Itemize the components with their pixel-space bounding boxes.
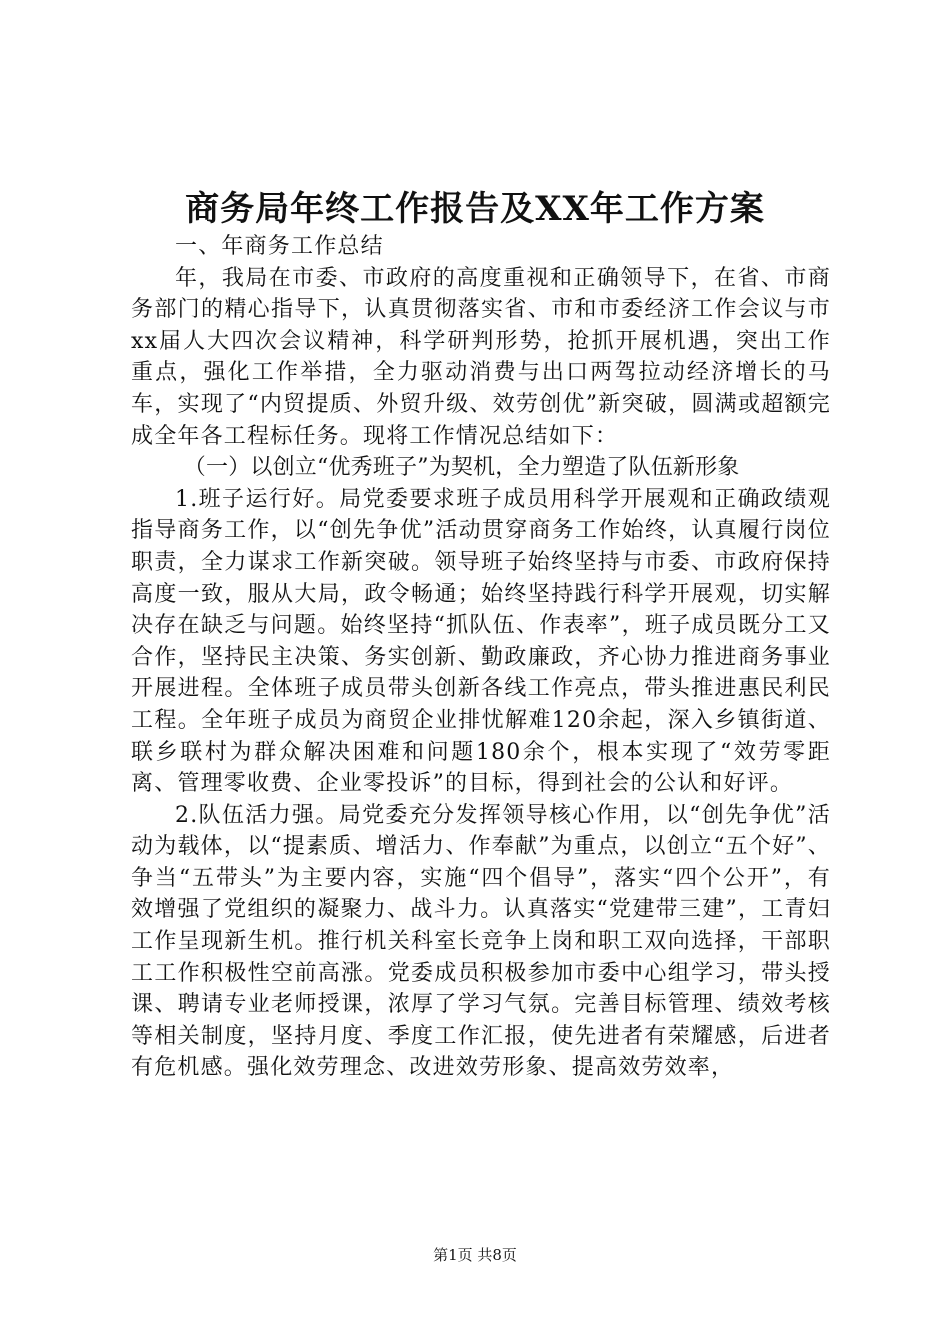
paragraph-intro: 年，我局在市委、市政府的高度重视和正确领导下，在省、市商务部门的精心指导下，认真贯彻落实省、市和市委经济工作会议与市xx届人大四次会议精神，科学研判形势，抢抓开展机遇，突出工作重点，强化工作举措，全力驱动消费与出口两驾拉动经济增长的马车，实现了“内贸提质、外贸升级、效劳创优”新突破，圆满或超额完成全年各工程标任务。现将工作情况总结如下：: [131, 265, 831, 449]
document-title: 商务局年终工作报告及XX年工作方案: [185, 189, 765, 229]
paragraph-item-2: 2.队伍活力强。局党委充分发挥领导核心作用，以“创先争优”活动为载体，以“提素质、增活力、作奉献”为重点，以创立“五个好”、争当“五带头”为主要内容，实施“四个倡导”，落实“四个公开”，有效增强了党组织的凝聚力、战斗力。认真落实“党建带三建”，工青妇工作呈现新生机。推行机关科室长竞争上岗和职工双向选择，干部职工工作积极性空前高涨。党委成员积极参加市委中心组学习，带头授课、聘请专业老师授课，浓厚了学习气氛。完善目标管理、绩效考核等相关制度，坚持月度、季度工作汇报，使先进者有荣耀感，后进者有危机感。强化效劳理念、改进效劳形象、提高效劳效率，: [131, 802, 831, 1081]
paragraph-item-1: 1.班子运行好。局党委要求班子成员用科学开展观和正确政绩观指导商务工作，以“创先争优”活动贯穿商务工作始终，认真履行岗位职责，全力谋求工作新突破。领导班子始终坚持与市委、市政府保持高度一致，服从大局，政令畅通；始终坚持践行科学开展观，切实解决存在缺乏与问题。始终坚持“抓队伍、作表率”，班子成员既分工又合作，坚持民主决策、务实创新、勤政廉政，齐心协力推进商务事业开展进程。全体班子成员带头创新各线工作亮点，带头推进惠民利民工程。全年班子成员为商贸企业排忧解难120余起，深入乡镇街道、联乡联村为群众解决困难和问题180余个，根本实现了“效劳零距离、管理零收费、企业零投诉”的目标，得到社会的公认和好评。: [131, 486, 831, 797]
section-heading: 一、年商务工作总结: [175, 234, 384, 259]
subsection-heading: （一）以创立“优秀班子”为契机，全力塑造了队伍新形象: [183, 455, 740, 481]
document-body: [131, 231, 831, 1084]
page-footer: 第1页 共8页: [433, 1246, 517, 1264]
